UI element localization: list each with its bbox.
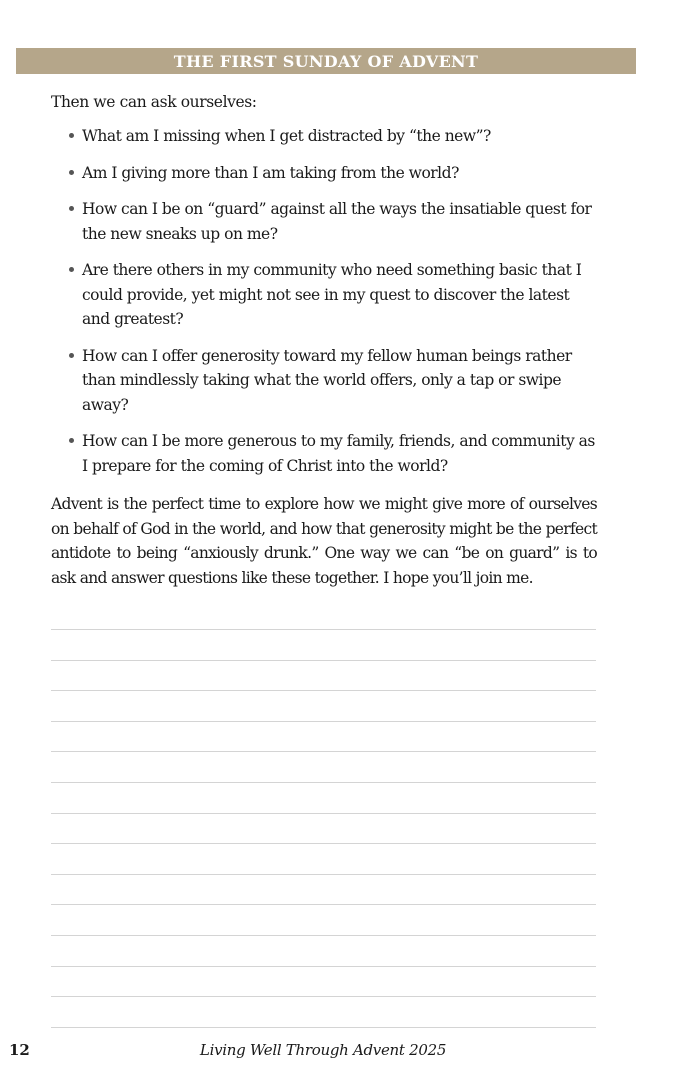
- writing-line: [51, 690, 596, 721]
- section-header-band: [16, 48, 636, 74]
- question-item: [51, 197, 597, 246]
- question-item: [51, 344, 597, 418]
- writing-line: [51, 966, 596, 997]
- page-content: [51, 90, 597, 590]
- bullet-icon: [69, 206, 74, 211]
- writing-line: [51, 935, 596, 966]
- writing-line: [51, 1027, 596, 1028]
- question-item: [51, 124, 597, 149]
- writing-line: [51, 996, 596, 1027]
- section-title: THE FIRST SUNDAY OF ADVENT: [173, 51, 479, 71]
- question-text: Am I giving more than I am taking from the world?: [82, 163, 459, 182]
- bullet-icon: [69, 267, 74, 272]
- question-item: [51, 258, 597, 332]
- bullet-icon: [69, 353, 74, 358]
- bullet-icon: [69, 438, 74, 443]
- writing-line: [51, 782, 596, 813]
- writing-lines: [51, 629, 596, 1028]
- question-text: Are there others in my community who need something basic that I could provide, yet might not see in my quest to discover the latest and greatest?: [82, 261, 582, 328]
- question-text: How can I be more generous to my family, friends, and community as I prepare for the coming of Christ into the world?: [82, 432, 595, 475]
- question-item: [51, 161, 597, 186]
- footer-book-title: Living Well Through Advent 2025: [199, 1041, 447, 1059]
- bullet-icon: [69, 133, 74, 138]
- question-item: [51, 429, 597, 478]
- writing-line: [51, 660, 596, 691]
- page-number: 12: [9, 1041, 30, 1059]
- writing-line: [51, 751, 596, 782]
- writing-line: [51, 629, 596, 660]
- writing-line: [51, 874, 596, 905]
- question-text: How can I be on “guard” against all the ways the insatiable quest for the new sneaks up on me?: [82, 200, 592, 243]
- intro-text: Then we can ask ourselves:: [51, 93, 257, 111]
- writing-line: [51, 721, 596, 752]
- question-list: [51, 124, 597, 478]
- writing-line: [51, 904, 596, 935]
- question-text: How can I offer generosity toward my fellow human beings rather than mindlessly taking what the world offers, only a tap or swipe away?: [82, 346, 572, 414]
- writing-line: [51, 813, 596, 844]
- question-text: What am I missing when I get distracted by “the new”?: [82, 127, 491, 145]
- bullet-icon: [69, 170, 74, 175]
- writing-line: [51, 843, 596, 874]
- closing-paragraph: Advent is the perfect time to explore how we might give more of ourselves on behalf of God in the world, and how that generosity might be the perfect antidote to being “anxiously drunk.” One way we can “be on guard” is to ask and answer questions like these together. I hope you’ll join me.: [51, 495, 597, 587]
